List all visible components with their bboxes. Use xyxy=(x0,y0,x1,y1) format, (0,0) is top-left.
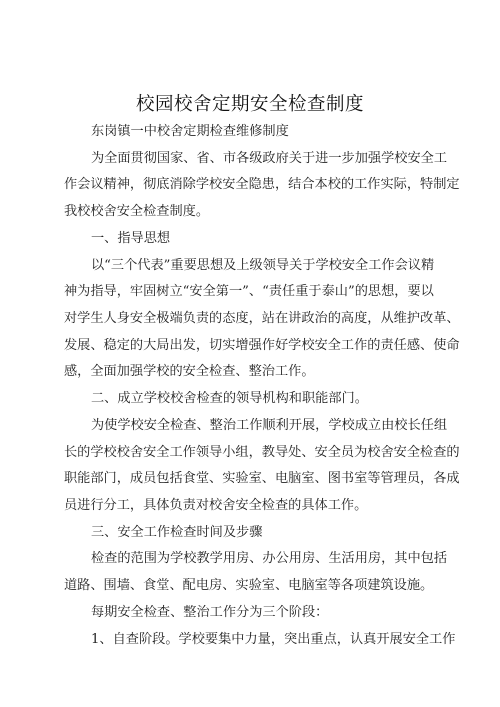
paragraph-line: 检查的范围为学校教学用房、办公用房、生活用房，其中包括 xyxy=(91,551,448,566)
paragraph-line: 道路、围墙、食堂、配电房、实验室、电脑室等各项建筑设施。 xyxy=(64,578,434,593)
paragraph-line: 长的学校校舍安全工作领导小组，教导处、安全员为校舍安全检查的 xyxy=(64,445,460,460)
paragraph-line: 职能部门，成员包括食堂、实验室、电脑室、图书室等管理员，各成 xyxy=(64,471,460,486)
paragraph-line: 我校校舍安全检查制度。 xyxy=(64,204,210,219)
paragraph-line: 感，全面加强学校的安全检查、整治工作。 xyxy=(64,364,315,379)
document-title: 校园校舍定期安全检查制度 xyxy=(135,94,364,115)
section-heading: 三、安全工作检查时间及步骤 xyxy=(91,525,263,540)
section-heading: 一、指导思想 xyxy=(91,231,171,246)
paragraph-line: 1、自查阶段。学校要集中力量，突出重点，认真开展安全工作 xyxy=(91,632,456,647)
paragraph-line: 发展、稳定的大局出发，切实增强作好学校安全工作的责任感、使命 xyxy=(64,338,460,353)
paragraph-line: 作会议精神，彻底消除学校安全隐患，结合本校的工作实际，特制定 xyxy=(64,177,460,192)
paragraph-line: 神为指导，牢固树立“安全第一”、“责任重于泰山”的思想，要以 xyxy=(64,284,434,299)
paragraph-line: 对学生人身安全极端负责的态度，站在讲政治的高度，从维护改革、 xyxy=(64,311,460,326)
paragraph-line: 员进行分工，具体负责对校舍安全检查的具体工作。 xyxy=(64,498,368,513)
section-heading: 二、成立学校校舍检查的领导机构和职能部门。 xyxy=(91,391,368,406)
paragraph-line: 为使学校安全检查、整治工作顺利开展，学校成立由校长任组 xyxy=(91,418,448,433)
paragraph-line: 每期安全检查、整治工作分为三个阶段： xyxy=(91,605,329,620)
paragraph-line: 以“三个代表”重要思想及上级领导关于学校安全工作会议精 xyxy=(91,258,435,273)
document-subtitle: 东岗镇一中校舍定期检查维修制度 xyxy=(91,124,289,139)
paragraph-line: 为全面贯彻国家、省、市各级政府关于进一步加强学校安全工 xyxy=(91,151,448,166)
